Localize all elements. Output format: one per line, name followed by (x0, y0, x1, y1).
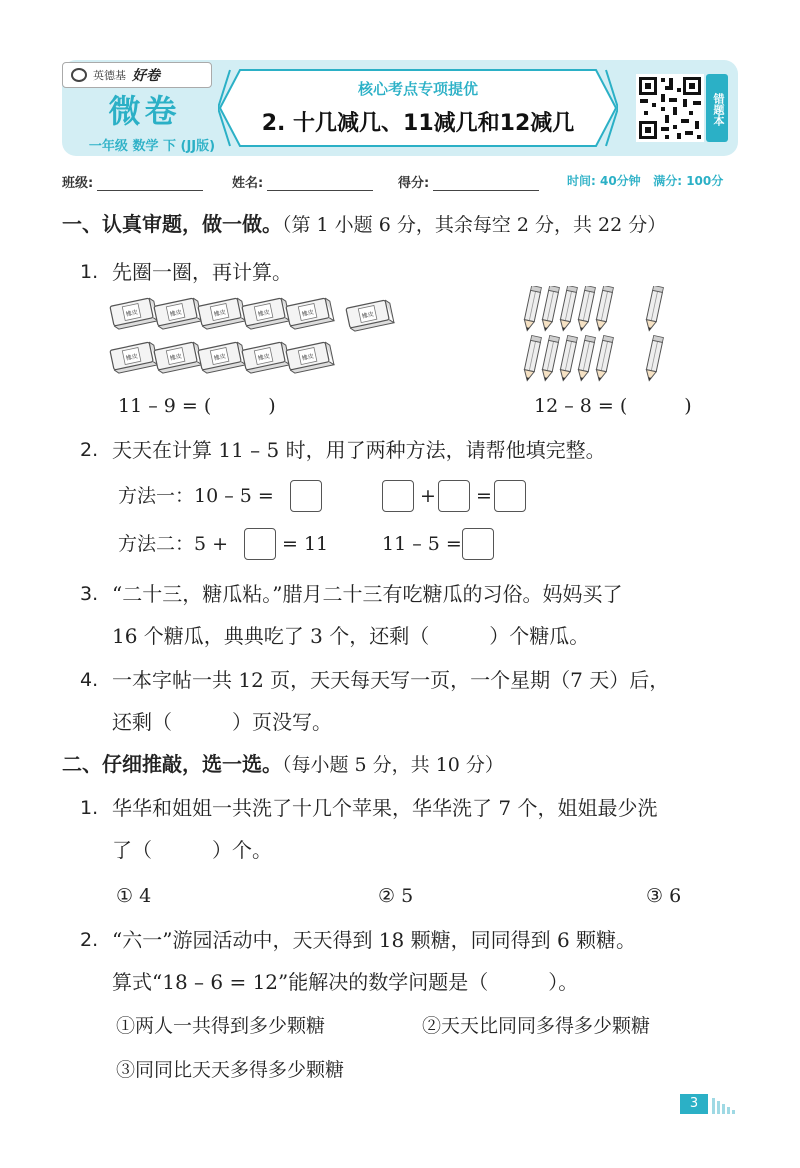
full-score: 满分: 100分 (653, 174, 724, 188)
name-blank[interactable] (267, 177, 373, 191)
method1-answer-box-4[interactable] (494, 480, 526, 512)
class-field[interactable] (62, 172, 203, 191)
grade-label: 一年级 数学 下 (JJ版) (88, 139, 216, 154)
eraser-icon (110, 297, 158, 330)
brand-logo (62, 62, 212, 88)
pencil-illustration (518, 286, 668, 382)
eraser-icon (154, 297, 202, 330)
q2-number: 2. (80, 439, 99, 461)
eraser-icon (198, 297, 246, 330)
eraser-icon (242, 297, 290, 330)
page-decoration-icon (712, 1094, 738, 1114)
method1-answer-box-3[interactable] (438, 480, 470, 512)
s2-q2-option-2[interactable]: ②天天比同同多得多少颗糖 (422, 1015, 651, 1037)
method2-answer-box-1[interactable] (244, 528, 276, 560)
q1-left-equation[interactable]: 11 – 9 = ( ) (118, 395, 276, 417)
qr-code-icon[interactable] (636, 74, 704, 142)
score-field[interactable] (398, 172, 539, 191)
name-field[interactable] (232, 172, 373, 191)
pencil-icon (644, 286, 663, 332)
section1-heading (62, 210, 666, 239)
class-label: 班级: (62, 176, 94, 191)
wrong-answer-book-label: 错题本 (706, 74, 728, 142)
s2-q2-line1: “六一”游园活动中，天天得到 18 颗糖，同同得到 6 颗糖。 (112, 928, 637, 952)
method2-answer-box-2[interactable] (462, 528, 494, 560)
brand-right-text: 好卷 (132, 68, 160, 84)
s2-q2-option-1[interactable]: ①两人一共得到多少颗糖 (116, 1015, 326, 1037)
brand-mark-icon (71, 68, 87, 82)
series-title: 微卷 (108, 92, 181, 130)
s2-q1-option-2[interactable]: ② 5 (378, 885, 414, 907)
s2-q1-option-1[interactable]: ① 4 (116, 885, 152, 907)
eraser-label: 橡皮 (301, 352, 315, 363)
q4-line2[interactable]: 还剩（ ）页没写。 (112, 710, 332, 734)
s2-q2-line2[interactable]: 算式“18 – 6 = 12”能解决的数学问题是（ ）。 (112, 970, 579, 994)
q1-right-equation[interactable]: 12 – 8 = ( ) (534, 395, 692, 417)
method1-plus: + (420, 485, 436, 507)
method1-label: 方法一：10 – 5 = (118, 485, 274, 507)
score-blank[interactable] (433, 177, 539, 191)
pencil-icon (540, 335, 559, 381)
method1-answer-box-2[interactable] (382, 480, 414, 512)
q3-number: 3. (80, 583, 99, 605)
name-label: 姓名: (232, 176, 264, 191)
method2-label: 方法二：5 + (118, 533, 229, 555)
q4-line1: 一本字帖一共 12 页，天天每天写一页，一个星期（7 天）后， (112, 668, 670, 692)
s2-q1-option-3[interactable]: ③ 6 (646, 885, 682, 907)
score-label: 得分: (398, 176, 430, 191)
eraser-label: 橡皮 (301, 308, 315, 319)
info-line (62, 172, 742, 194)
pencil-icon (558, 335, 577, 381)
pencil-icon (522, 335, 541, 381)
pencil-icon (558, 286, 577, 332)
q3-line2[interactable]: 16 个糖瓜，典典吃了 3 个，还剩（ ）个糖瓜。 (112, 624, 590, 648)
q1-text: 先圈一圈，再计算。 (112, 260, 292, 284)
s2-q2-number: 2. (80, 929, 99, 951)
eraser-label: 橡皮 (361, 310, 375, 321)
eraser-label: 橡皮 (257, 308, 271, 319)
eraser-label: 橡皮 (213, 352, 227, 363)
eraser-illustration (108, 296, 398, 376)
page-number: 3 (680, 1094, 708, 1114)
time-limit: 时间: 40分钟 (567, 174, 641, 188)
pencil-icon (576, 335, 595, 381)
pencil-icon (594, 286, 613, 332)
pencil-icon (540, 286, 559, 332)
section1-title: 一、认真审题，做一做。 (62, 212, 282, 236)
pencil-icon (644, 335, 663, 381)
lesson-title: 2. 十几减几、11减几和12减几 (261, 111, 575, 136)
eraser-label: 橡皮 (257, 352, 271, 363)
q4-number: 4. (80, 669, 99, 691)
eraser-label: 橡皮 (125, 308, 139, 319)
eraser-icon (286, 297, 334, 330)
q3-line1: “二十三，糖瓜粘。”腊月二十三有吃糖瓜的习俗。妈妈买了 (112, 582, 623, 606)
q1-number: 1. (80, 261, 99, 283)
section2-title: 二、仔细推敲，选一选。 (62, 752, 282, 776)
pencil-icon (576, 286, 595, 332)
eraser-icon (286, 341, 334, 374)
q2-text: 天天在计算 11 – 5 时，用了两种方法，请帮他填完整。 (112, 438, 606, 462)
method2-right-label: 11 – 5 = (382, 533, 462, 555)
eraser-icon (346, 299, 394, 332)
eraser-icon (198, 341, 246, 374)
s2-q1-number: 1. (80, 797, 99, 819)
s2-q2-option-3[interactable]: ③同同比天天多得多少颗糖 (116, 1059, 345, 1081)
s2-q1-line2[interactable]: 了（ ）个。 (112, 838, 272, 862)
eraser-label: 橡皮 (125, 352, 139, 363)
method1-answer-box-1[interactable] (290, 480, 322, 512)
eraser-icon (110, 341, 158, 374)
s2-q1-line1: 华华和姐姐一共洗了十几个苹果，华华洗了 7 个，姐姐最少洗 (112, 796, 658, 820)
method1-equals: = (476, 485, 492, 507)
subtitle: 核心考点专项提优 (357, 80, 478, 98)
pencil-icon (594, 335, 613, 381)
eraser-label: 橡皮 (213, 308, 227, 319)
section1-note: （第 1 小题 6 分，其余每空 2 分，共 22 分） (282, 214, 667, 236)
eraser-icon (242, 341, 290, 374)
title-panel (218, 66, 618, 150)
eraser-label: 橡皮 (169, 308, 183, 319)
eraser-label: 橡皮 (169, 352, 183, 363)
pencil-icon (522, 286, 541, 332)
method2-tail: = 11 (282, 533, 329, 555)
section2-note: （每小题 5 分，共 10 分） (282, 754, 504, 776)
eraser-icon (154, 341, 202, 374)
exam-meta (567, 172, 723, 189)
section2-heading (62, 750, 504, 779)
class-blank[interactable] (97, 177, 203, 191)
brand-left-text: 英德基 (93, 69, 126, 82)
